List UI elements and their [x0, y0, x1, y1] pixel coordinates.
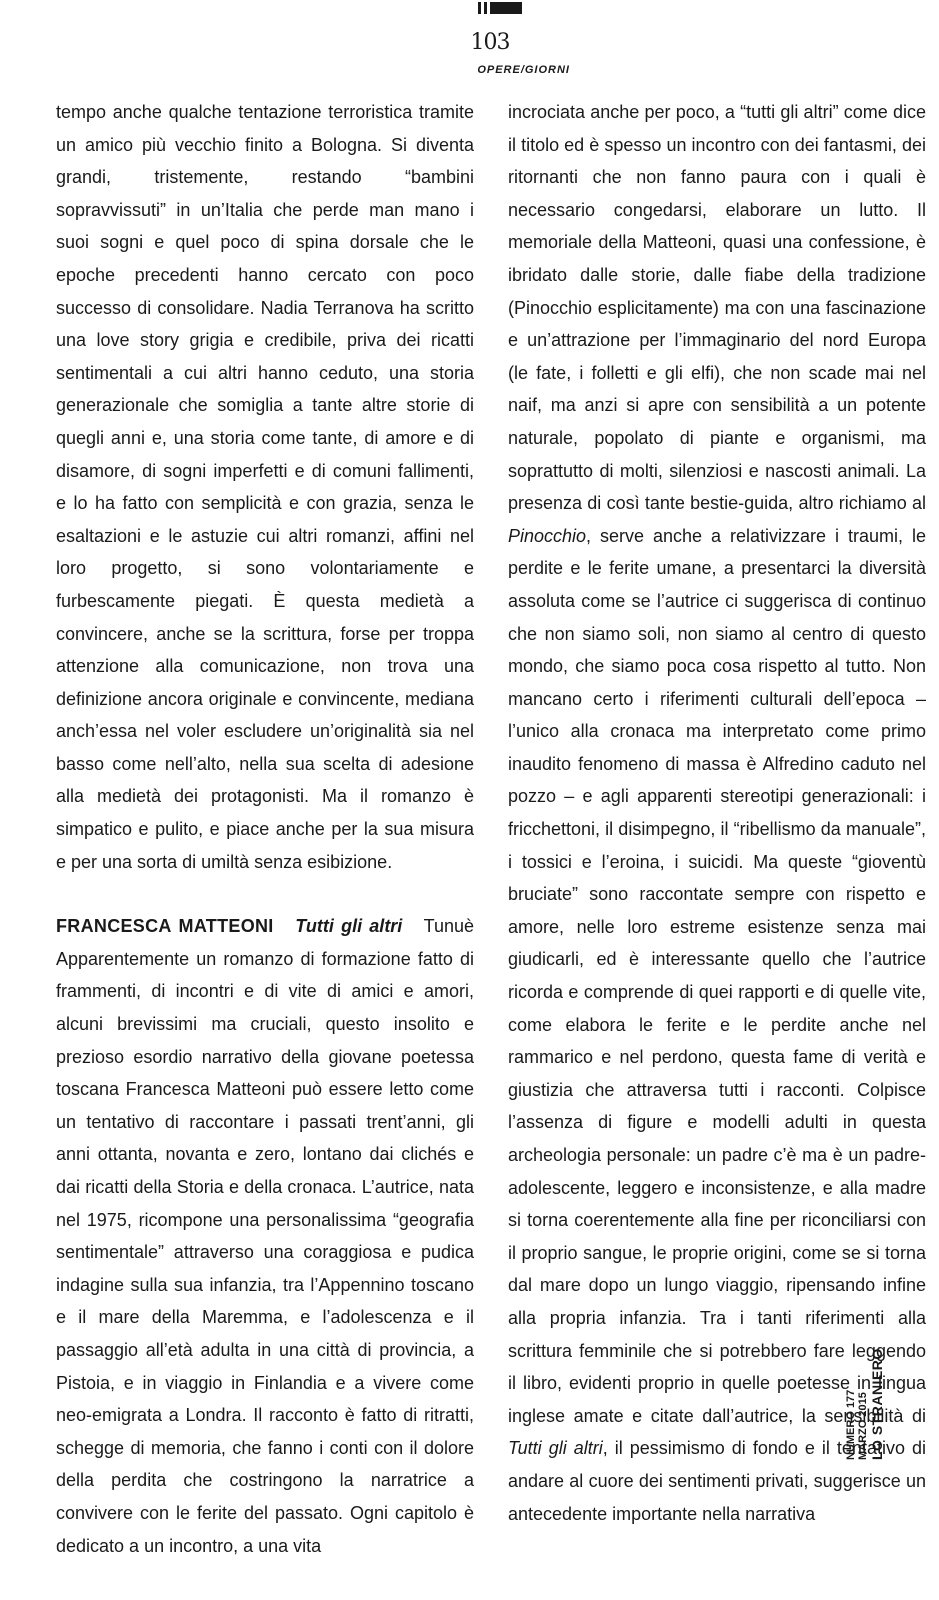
- header-ornament: [478, 0, 522, 14]
- review-publisher: Tunuè: [423, 916, 475, 937]
- review-text: , il pessimismo di fondo e il tentativo di andare al cuore dei sentimenti privati, suggerisce un antecedente importante nella narrativa: [508, 1438, 926, 1524]
- review-paragraph: tempo anche qualche tentazione terroristica tramite un amico più vecchio finito a Bologna. Si diventa grandi, tristemente, restando “bambini sopravvissuti” in un’Italia che perde man mano i suoi sogni e quel poco di spina dorsale che le epoche precedenti hanno cercato con poco successo di consolidare. Nadia Terranova ha scritto una love story grigia e credibile, priva dei ricatti sentimentali a cui altri hanno ceduto, una storia generazionale che somiglia a tante altre storie di quegli anni e, una storia come tante, di amore e di disamore, di sogni imperfetti e di comuni fallimenti, e lo ha fatto con semplicità e con grazia, senza le esaltazioni e le astuzie cui altri romanzi, affini nel loro progetto, si sono volontariamente e furbescamente piegati. È questa medietà a convincere, anche se la scrittura, forse per troppa attenzione alla comunicazione, non trova una definizione ancora originale e convincente, mediana anch’essa nel voler escludere un’originalità sia nel basso come nell’alto, nella sua scelta di adesione alla medietà dei protagonisti. Ma il romanzo è simpatico e pulito, e piace anche per la sua misura e per una sorta di umiltà senza esibizione.: [56, 102, 474, 872]
- magazine-name: LO STRANIERO: [869, 1348, 885, 1460]
- issue-date: MARZO 2015: [857, 1392, 869, 1460]
- left-column: [56, 96, 474, 1562]
- review-text: Apparentemente un romanzo di formazione fatto di frammenti, di incontri e di vite di amici e amori, alcuni brevissimi ma cruciali, questo insolito e prezioso esordio narrativo della giovane poetessa toscana Francesca Matteoni può essere letto come un tentativo di raccontare i passati trent’anni, gli anni ottanta, novanta e zero, lontano dai clichés e dai ricatti della Storia e della cronaca. L’autrice, nata nel 1975, ricompone una personalissima “geografia sentimentale” attraverso una coraggiosa e pudica indagine sulla sua infanzia, tra l’Appennino toscano e il mare della Maremma, e l’adolescenza e il passaggio all’età adulta in una città di provincia, a Pistoia, e in viaggio in Finlandia e a vivere come neo-emigrata a Londra. Il racconto è fatto di ritratti, schegge di memoria, che fanno i conti con il dolore della perdita che costringono la narratrice a convivere con le ferite del passato. Ogni capitolo è dedicato a un incontro, a una vita: [56, 948, 474, 1556]
- review-author: FRANCESCA MATTEONI: [56, 916, 274, 937]
- issue-sidebar: [845, 1320, 905, 1460]
- review-paragraph: [508, 96, 926, 1530]
- page-number: 103: [470, 30, 510, 55]
- review-paragraph: [56, 910, 474, 1562]
- review-text: , serve anche a relativizzare i traumi, le perdite e le ferite umane, a presentarci la diversità assoluta come se l’autrice ci suggerisca di continuo che non siamo soli, non siamo al centro di questo mondo, che siamo poca cosa rispetto al tutto. Non mancano certo i riferimenti culturali dell’epoca – l’unico alla cronaca ma interpretato come primo inaudito fenomeno di massa è Alfredino caduto nel pozzo – e agli apparenti stereotipi generazionali: i fricchettoni, il disimpegno, il “ribellismo da manuale”, i tossici e l’eroina, i suicidi. Ma queste “gioventù bruciate” sono raccontate sempre con rispetto e amore, nelle loro estreme esistenze senza mai giudicarli, ed è interessante quello che l’autrice ricorda e comprende di quei rapporti e di quelle vite, come elabora le ferite e le perdite anche nel rammarico e nel perdono, questa fame di verità e giustizia che attraversa tutti i racconti. Colpisce l’assenza di figure e modelli adulti in questa archeologia personale: un padre c’è ma è un padre-adolescente, leggero e inconsistenze, e alla madre si torna coerentemente alla fine per riconciliarsi con il proprio sangue, le proprie origini, come se si torna dal mare dopo un lungo viaggio, ripensando infine alla propria infanzia. Tra i tanti riferimenti alla scrittura femminile che si potrebbero fare leggendo il libro, evidenti proprio in quelle poetesse in lingua inglese amate e citate dall’autrice, la sensibilità di: [508, 525, 926, 1426]
- book-reference: Pinocchio: [508, 525, 587, 546]
- review-book-title: Tutti gli altri: [295, 916, 403, 937]
- section-label: OPERE/GIORNI: [477, 64, 570, 76]
- right-column: [508, 96, 926, 1530]
- book-reference: Tutti gli altri: [508, 1438, 603, 1459]
- review-text: incrociata anche per poco, a “tutti gli altri” come dice il titolo ed è spesso un incontro con dei fantasmi, dei ritornanti che non fanno paura con i quali è necessario congedarsi, elaborare un lutto. Il memoriale della Matteoni, quasi una confessione, è ibridato dalle storie, dalle fiabe della tradizione (Pinocchio esplicitamente) ma con una fascinazione e un’attrazione per l’immaginario del nord Europa (le fate, i folletti e gli elfi), che non scade mai nel naif, ma anzi si apre con sensibilità a un potente naturale, popolato di piante e organismi, ma soprattutto di molti, silenziosi e nascosti animali. La presenza di così tante bestie-guida, altro richiamo al: [508, 102, 926, 514]
- issue-number: NUMERO 177: [845, 1389, 857, 1460]
